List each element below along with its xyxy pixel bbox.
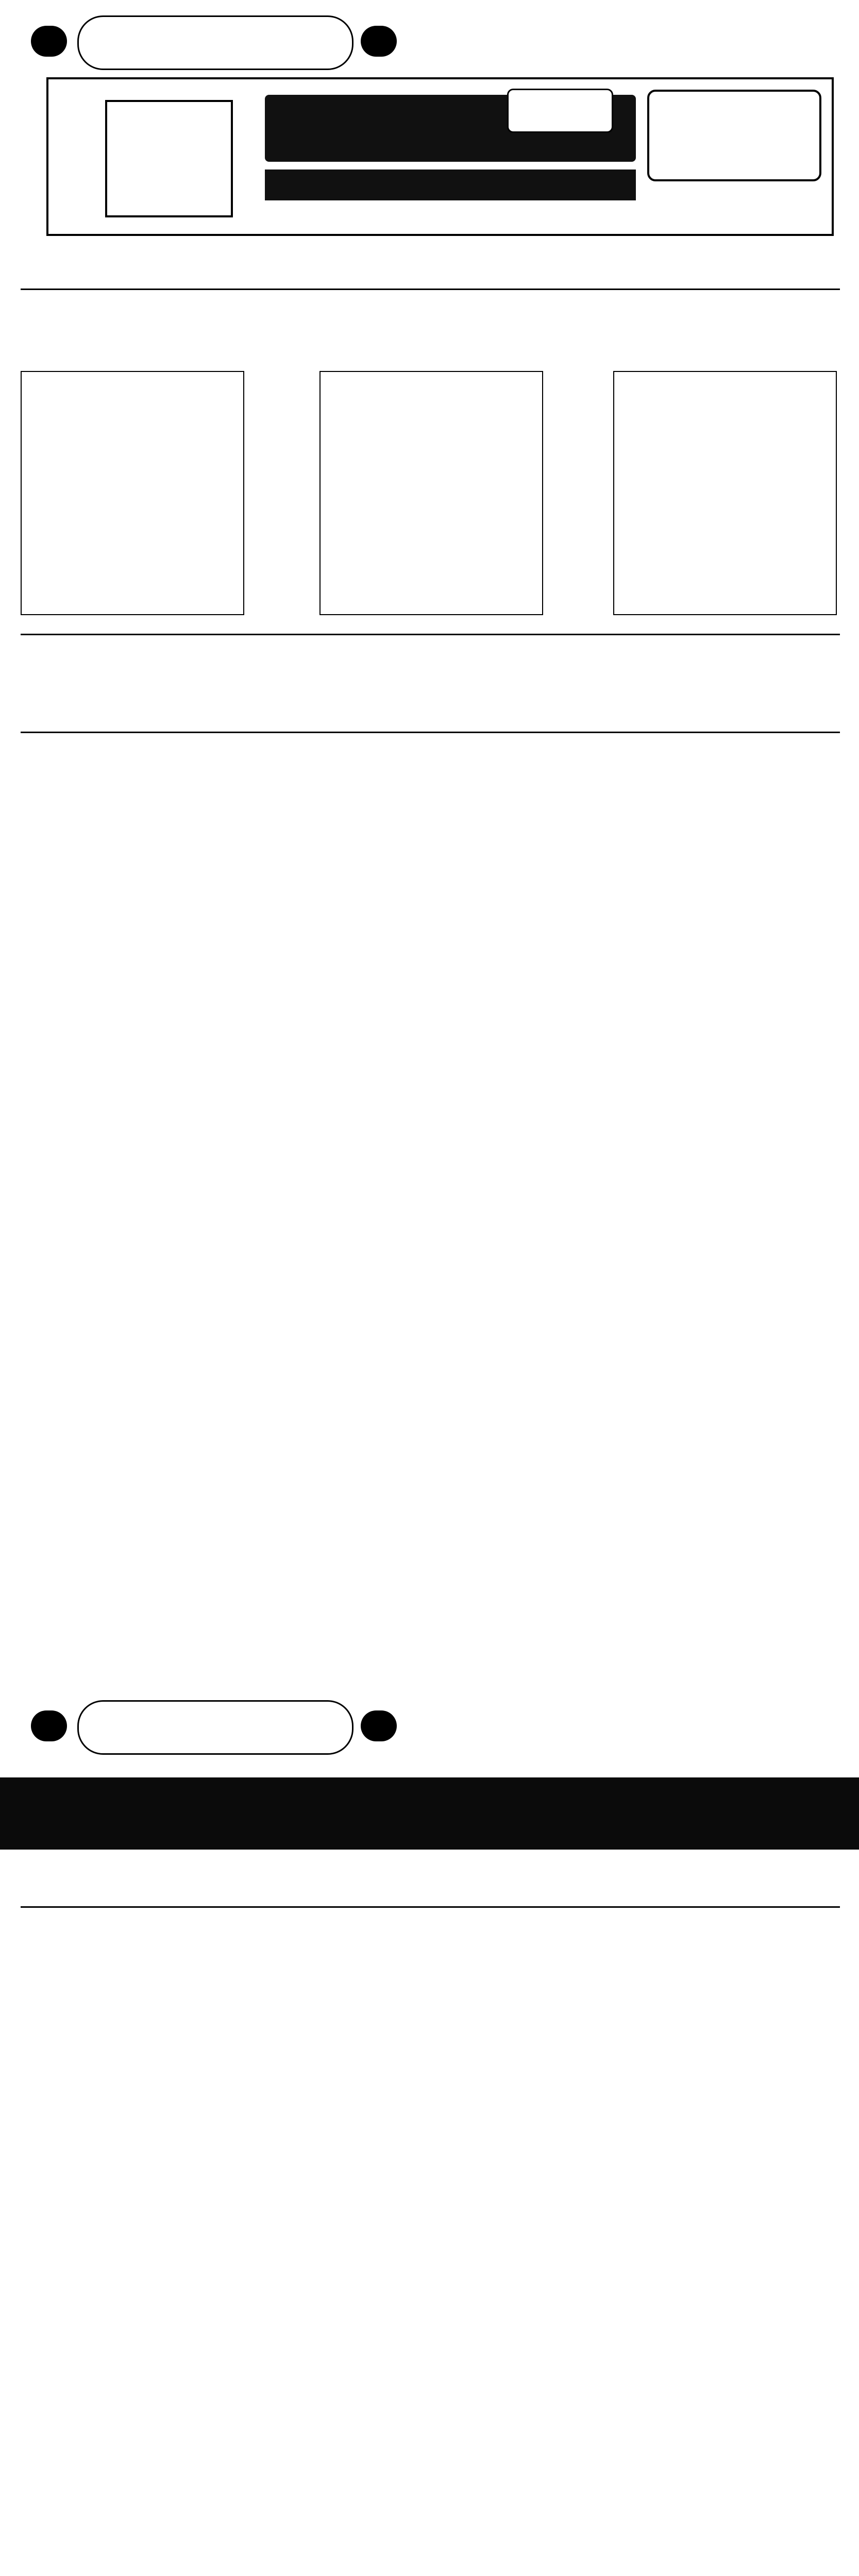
- pill-cap-left: [31, 26, 67, 57]
- subject-pill: [77, 1700, 353, 1755]
- divider: [21, 732, 840, 733]
- bubble-grid-6-10: [319, 371, 543, 615]
- divider: [21, 1906, 840, 1908]
- year-box: [105, 100, 233, 217]
- subject-pill: [77, 15, 353, 70]
- group-badge: [507, 89, 613, 133]
- pattern-tagline: [265, 170, 636, 200]
- board-title-band: [0, 1777, 859, 1850]
- pill-cap-left: [31, 1710, 67, 1741]
- divider: [21, 634, 840, 635]
- subjective-paper: [0, 1685, 859, 2576]
- pill-cap-right: [361, 1710, 397, 1741]
- header-banner: [46, 77, 834, 236]
- paper-number-badge: [647, 90, 821, 181]
- bubble-grid-11-15: [613, 371, 837, 615]
- pill-cap-right: [361, 26, 397, 57]
- bubble-grid-1-5: [21, 371, 244, 615]
- divider: [21, 289, 840, 290]
